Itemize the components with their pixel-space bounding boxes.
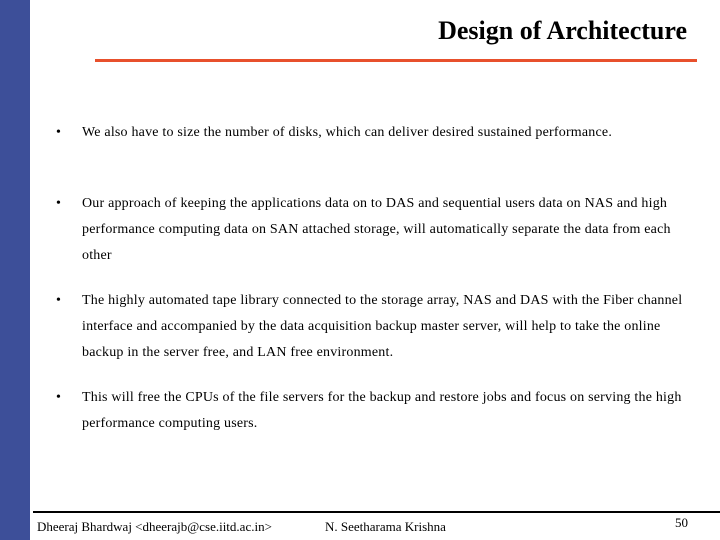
bullet-item: The highly automated tape library connected to the storage array, NAS and DAS with the Fiber channel interface and accompanied by the data acquisition backup master server, will help to take the online backup in the server free, and LAN free environment.	[82, 293, 683, 360]
bullet-marker: •	[56, 196, 61, 211]
footer-divider	[33, 511, 720, 513]
bullet-marker: •	[56, 125, 61, 140]
footer-author: Dheeraj Bhardwaj <dheerajb@cse.iitd.ac.in>	[37, 519, 272, 534]
bullet-item: Our approach of keeping the applications data on to DAS and sequential users data on NAS and high performance computing data on SAN attached storage, will automatically separate the data from each other	[82, 196, 671, 263]
page-number: 50	[675, 515, 688, 530]
bullet-item: We also have to size the number of disks, which can deliver desired sustained performance.	[82, 125, 613, 140]
bullet-item: This will free the CPUs of the file servers for the backup and restore jobs and focus on serving the high performance computing users.	[82, 390, 682, 431]
footer-coauthor: N. Seetharama Krishna	[325, 519, 446, 534]
bullet-marker: •	[56, 293, 61, 308]
left-accent-bar	[0, 0, 30, 540]
bullet-marker: •	[56, 390, 61, 405]
slide-title: Design of Architecture	[438, 16, 687, 45]
title-underline	[95, 59, 697, 62]
